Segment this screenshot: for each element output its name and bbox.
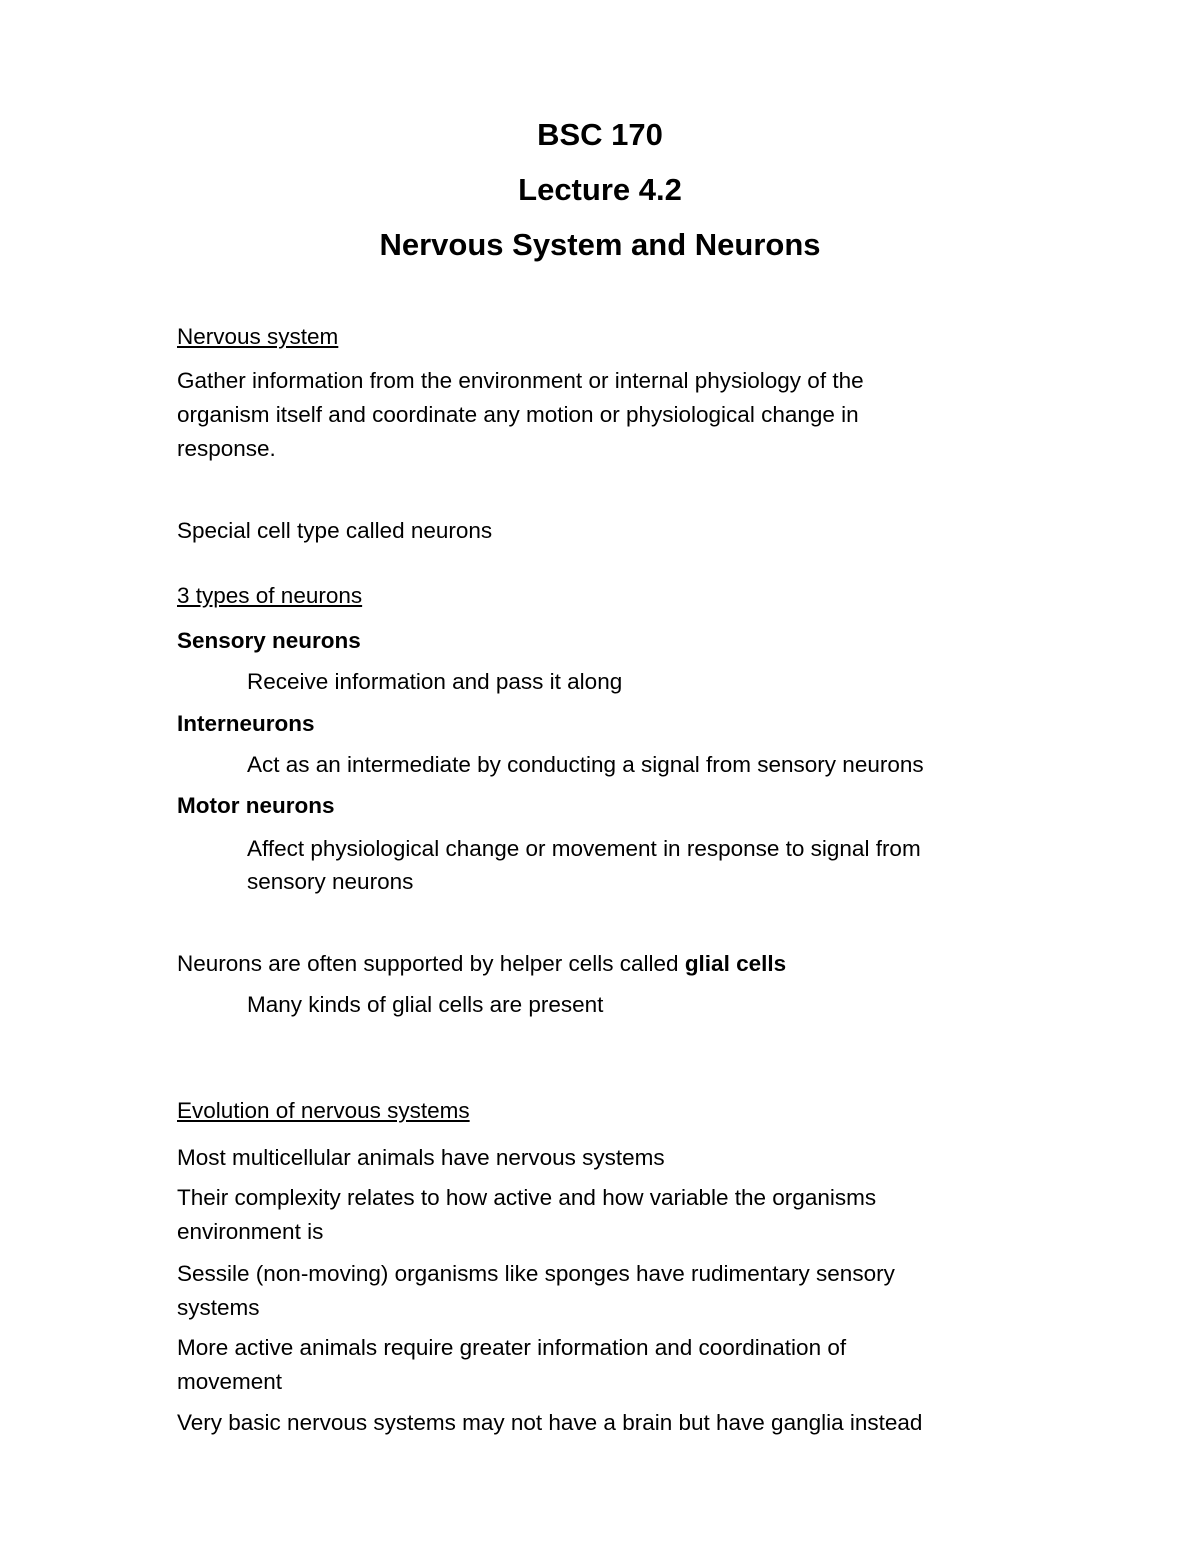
neuron-type-desc: Act as an intermediate by conducting a signal from sensory neurons (247, 752, 924, 777)
neuron-type-name: Sensory neurons (177, 628, 361, 653)
neuron-type-desc: Affect physiological change or movement in response to signal from (247, 836, 921, 861)
neuron-type-desc: Receive information and pass it along (247, 669, 623, 694)
paragraph-line: Gather information from the environment or internal physiology of the (177, 368, 864, 393)
paragraph-line: organism itself and coordinate any motion or physiological change in (177, 402, 859, 427)
neuron-type-desc: sensory neurons (247, 869, 414, 894)
neuron-type-name: Interneurons (177, 711, 315, 736)
evolution-line: Most multicellular animals have nervous systems (177, 1145, 665, 1170)
evolution-line: movement (177, 1369, 283, 1394)
evolution-line: systems (177, 1295, 260, 1320)
evolution-line: Their complexity relates to how active and how variable the organisms (177, 1185, 877, 1210)
section-heading-types: 3 types of neurons (177, 583, 363, 608)
glial-line (177, 947, 786, 981)
course-title: BSC 170 (537, 117, 663, 152)
glial-bold-term: glial cells (684, 951, 787, 976)
lecture-title: Lecture 4.2 (518, 172, 682, 207)
glial-prefix: Neurons are often supported by helper cells called (177, 951, 685, 976)
neuron-type-name: Motor neurons (177, 793, 335, 818)
special-cell-line: Special cell type called neurons (177, 518, 493, 543)
section-heading-nervous-system: Nervous system (177, 324, 339, 349)
section-heading-evolution: Evolution of nervous systems (177, 1098, 470, 1123)
glial-sub-line: Many kinds of glial cells are present (247, 992, 604, 1017)
evolution-line: environment is (177, 1219, 324, 1244)
evolution-line: Very basic nervous systems may not have a brain but have ganglia instead (177, 1410, 923, 1435)
topic-title: Nervous System and Neurons (379, 227, 821, 262)
paragraph-line: response. (177, 436, 276, 461)
evolution-line: Sessile (non-moving) organisms like sponges have rudimentary sensory (177, 1261, 895, 1286)
evolution-line: More active animals require greater information and coordination of (177, 1335, 847, 1360)
